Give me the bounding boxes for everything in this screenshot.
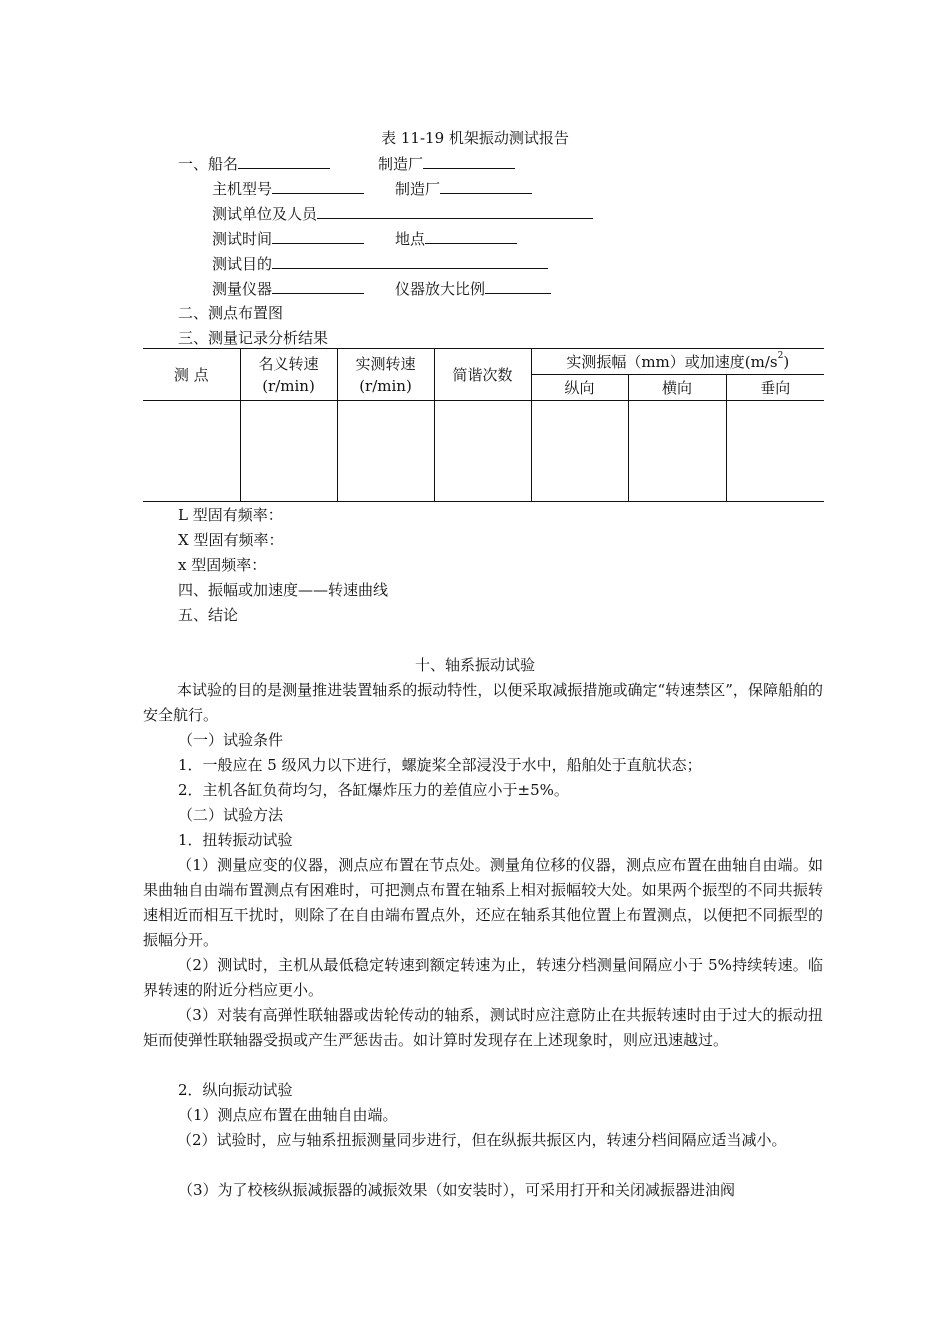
unit-line	[212, 203, 593, 224]
condition-2: 2．主机各缸负荷均匀，各缸爆炸压力的差值应小于±5%。	[178, 781, 569, 799]
ship-name-blank	[238, 153, 330, 169]
place-blank	[425, 228, 517, 244]
instrument-blank	[272, 278, 364, 294]
maker-blank	[423, 153, 515, 169]
purpose-blank	[272, 253, 548, 269]
section-4-heading: 四、振幅或加速度——转速曲线	[178, 581, 389, 599]
header-amplitude	[531, 349, 824, 375]
cell-transverse	[628, 401, 726, 502]
instrument-label: 测量仪器	[212, 280, 273, 298]
torsion-paragraph-2	[143, 953, 823, 1003]
header-actual-speed	[337, 349, 434, 401]
ship-name-label: 一、船名	[178, 155, 239, 173]
ship-name-line	[178, 153, 330, 174]
cell-nominal-speed	[240, 401, 337, 502]
engine-model-line	[212, 178, 364, 199]
torsion-text-3: （3）对装有高弹性联轴器或齿轮传动的轴系，测试时应注意防止在共振转速时由于过大的振动扭矩而使弹性联轴器受损或产生严惩齿击。如计算时发现存在上述现象时，则应迅速越过。	[143, 1006, 823, 1049]
torsion-paragraph-1	[143, 853, 823, 953]
header-vertical: 垂向	[726, 375, 824, 401]
header-actual-speed-unit: (r/min)	[359, 376, 412, 395]
section-heading: 十、轴系振动试验	[414, 656, 535, 674]
header-nominal-speed-label: 名义转速	[258, 354, 319, 373]
conditions-title: （一）试验条件	[178, 731, 284, 749]
unit-blank	[317, 203, 593, 219]
header-nominal-speed-unit: (r/min)	[262, 376, 315, 395]
purpose-line	[212, 253, 548, 274]
report-title: 表 11-19 机架振动测试报告	[381, 129, 569, 147]
time-label: 测试时间	[212, 230, 273, 248]
ratio-blank	[485, 278, 551, 294]
header-actual-speed-label: 实测转速	[355, 354, 416, 373]
header-harmonic-order: 简谐次数	[434, 349, 531, 401]
ratio-line	[395, 278, 551, 299]
header-point: 测 点	[143, 349, 240, 401]
engine-model-blank	[272, 178, 364, 194]
engine-model-label: 主机型号	[212, 180, 273, 198]
header-amplitude-sup: 2	[777, 350, 784, 361]
maker2-line	[395, 178, 532, 199]
maker2-blank	[440, 178, 532, 194]
torsion-paragraph-3	[143, 1003, 823, 1053]
ratio-label: 仪器放大比例	[395, 280, 486, 298]
torsion-text-2: （2）测试时，主机从最低稳定转速到额定转速为止，转速分档测量间隔应小于 5%持续转速。临界转速的附近分档应更小。	[143, 956, 823, 999]
unit-label: 测试单位及人员	[212, 205, 318, 223]
torsion-text-1: （1）测量应变的仪器，测点应布置在节点处。测量角位移的仪器，测点应布置在曲轴自由端。如果曲轴自由端布置测点有困难时，可把测点布置在轴系上相对振幅较大处。如果两个振型的不同共振转速相近而相互干扰时，则除了在自由端布置点外，还应在轴系其他位置上布置测点，以便把不同振型的振幅分开。	[143, 856, 823, 949]
methods-title: （二）试验方法	[178, 806, 284, 824]
header-transverse: 横向	[628, 375, 726, 401]
measurement-table	[143, 348, 824, 502]
header-longitudinal: 纵向	[531, 375, 628, 401]
x-natural-frequency: X 型固有频率：	[178, 531, 284, 549]
section-3-heading: 三、测量记录分析结果	[178, 329, 329, 347]
cell-longitudinal	[531, 401, 628, 502]
longitudinal-3: （3）为了校核纵振减振器的减振效果（如安装时），可采用打开和关闭减振器进油阀	[178, 1181, 736, 1199]
purpose-label: 测试目的	[212, 255, 273, 273]
longitudinal-title: 2．纵向振动试验	[178, 1081, 293, 1099]
cell-point	[143, 401, 240, 502]
instrument-line	[212, 278, 364, 299]
header-amplitude-close: )	[783, 352, 790, 371]
place-label: 地点	[395, 230, 426, 248]
torsion-title: 1．扭转振动试验	[178, 831, 293, 849]
time-blank	[272, 228, 364, 244]
longitudinal-text-2: （2）试验时，应与轴系扭振测量同步进行，但在纵振共振区内，转速分档间隔应适当减小。	[177, 1131, 787, 1149]
header-nominal-speed	[240, 349, 337, 401]
intro-paragraph	[143, 678, 823, 728]
longitudinal-paragraph-2	[143, 1128, 823, 1153]
cell-vertical	[726, 401, 824, 502]
longitudinal-1: （1）测点应布置在曲轴自由端。	[178, 1106, 398, 1124]
condition-1: 1．一般应在 5 级风力以下进行，螺旋桨全部浸没于水中，船舶处于直航状态；	[178, 756, 702, 774]
header-amplitude-text: 实测振幅（mm）或加速度(m/s	[566, 352, 778, 371]
maker2-label: 制造厂	[395, 180, 441, 198]
maker-label: 制造厂	[378, 155, 424, 173]
x2-natural-frequency: x 型固频率：	[178, 556, 267, 574]
section-2-heading: 二、测点布置图	[178, 304, 284, 322]
time-line	[212, 228, 364, 249]
cell-harmonic-order	[434, 401, 531, 502]
l-natural-frequency: L 型固有频率：	[178, 506, 283, 524]
intro-text: 本试验的目的是测量推进装置轴系的振动特性，以便采取减振措施或确定“转速禁区”，保障船舶的安全航行。	[143, 681, 823, 724]
place-line	[395, 228, 517, 249]
cell-actual-speed	[337, 401, 434, 502]
section-5-heading: 五、结论	[178, 606, 239, 624]
maker-line	[378, 153, 515, 174]
